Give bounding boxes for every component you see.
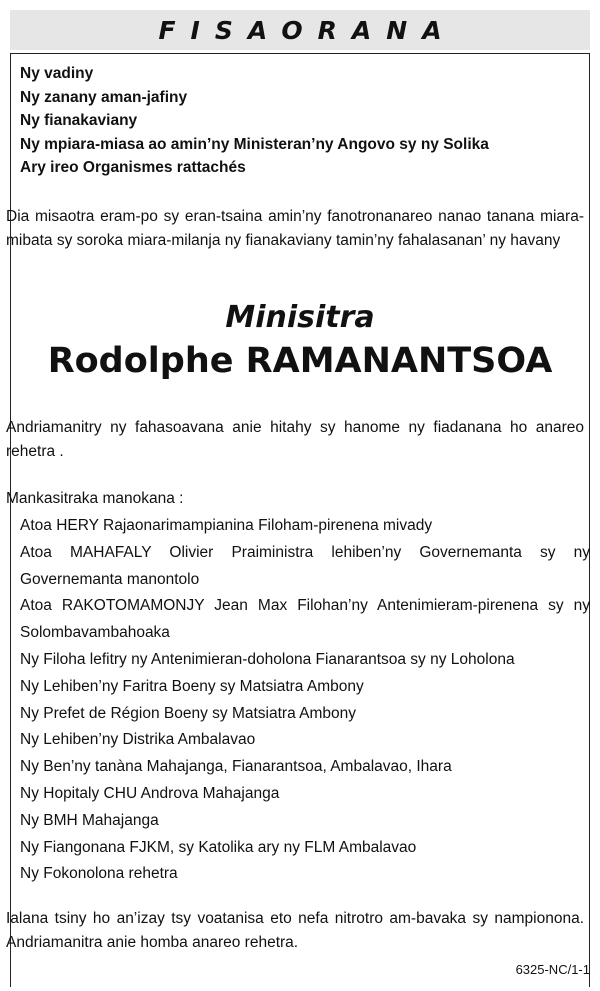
addressee-line: Ny fianakaviany [20, 112, 138, 129]
addressee-line: Ny zanany aman-jafiny [20, 88, 188, 106]
reference-code: 6325-NC/1-1 [515, 962, 590, 977]
thanks-list [20, 513, 590, 888]
addressee-line: Ny mpiara-miasa ao amin’ny Ministeran’ny Angovo sy ny Solika [20, 135, 489, 153]
thanks-item: Ny BMH Mahajanga [20, 811, 159, 829]
thanks-heading: Mankasitraka manokana : [6, 490, 184, 507]
intro-paragraph: Dia misaotra eram-po sy eran-tsaina amin’ny fanotronanareo nanao tanana miara-mibata sy soroka miara-milanja ny fianakaviany tamin’ny fahalasanan’ ny havany [6, 208, 584, 249]
deceased-title: Minisitra [225, 300, 375, 335]
addressee-line: Ary ireo Organismes rattachés [20, 159, 246, 176]
blessing-paragraph: Andriamanitry ny fahasoavana anie hitahy sy hanome ny fiadanana ho anareo rehetra . [6, 419, 584, 460]
thanks-item: Ny Fiangonana FJKM, sy Katolika ary ny FLM Ambalavao [20, 838, 417, 856]
thanks-item: Atoa MAHAFALY Olivier Praiministra lehiben’ny Governemanta sy ny Governemanta manontolo [20, 543, 590, 588]
notice-title: FISAORANA [158, 15, 457, 45]
thanks-item: Ny Lehiben’ny Faritra Boeny sy Matsiatra Ambony [20, 677, 364, 695]
closing-paragraph: Ialana tsiny ho an’izay tsy voatanisa eto nefa nitrotro am-bavaka sy nampionona. Andriamanitra anie homba anareo rehetra. [6, 910, 584, 951]
deceased-name: Rodolphe RAMANANTSOA [47, 341, 553, 381]
thanks-item: Ny Ben’ny tanàna Mahajanga, Fianarantsoa, Ambalavao, Ihara [20, 758, 452, 776]
thanks-item: Ny Fokonolona rehetra [20, 865, 178, 883]
notice-header [10, 10, 590, 50]
thanks-item: Ny Lehiben’ny Distrika Ambalavao [20, 731, 256, 749]
thanks-item: Ny Hopitaly CHU Androva Mahajanga [20, 784, 280, 802]
thanks-item: Ny Prefet de Région Boeny sy Matsiatra Ambony [20, 704, 356, 722]
thanks-item: Atoa HERY Rajaonarimampianina Filoham-pirenena mivady [20, 517, 433, 534]
addressee-line: Ny vadiny [20, 65, 94, 82]
thanks-item: Ny Filoha lefitry ny Antenimieran-doholona Fianarantsoa sy ny Loholona [20, 650, 515, 668]
thanks-item: Atoa RAKOTOMAMONJY Jean Max Filohan’ny Antenimieram-pirenena sy ny Solombavambahoaka [20, 597, 590, 642]
addressee-list [20, 62, 580, 180]
